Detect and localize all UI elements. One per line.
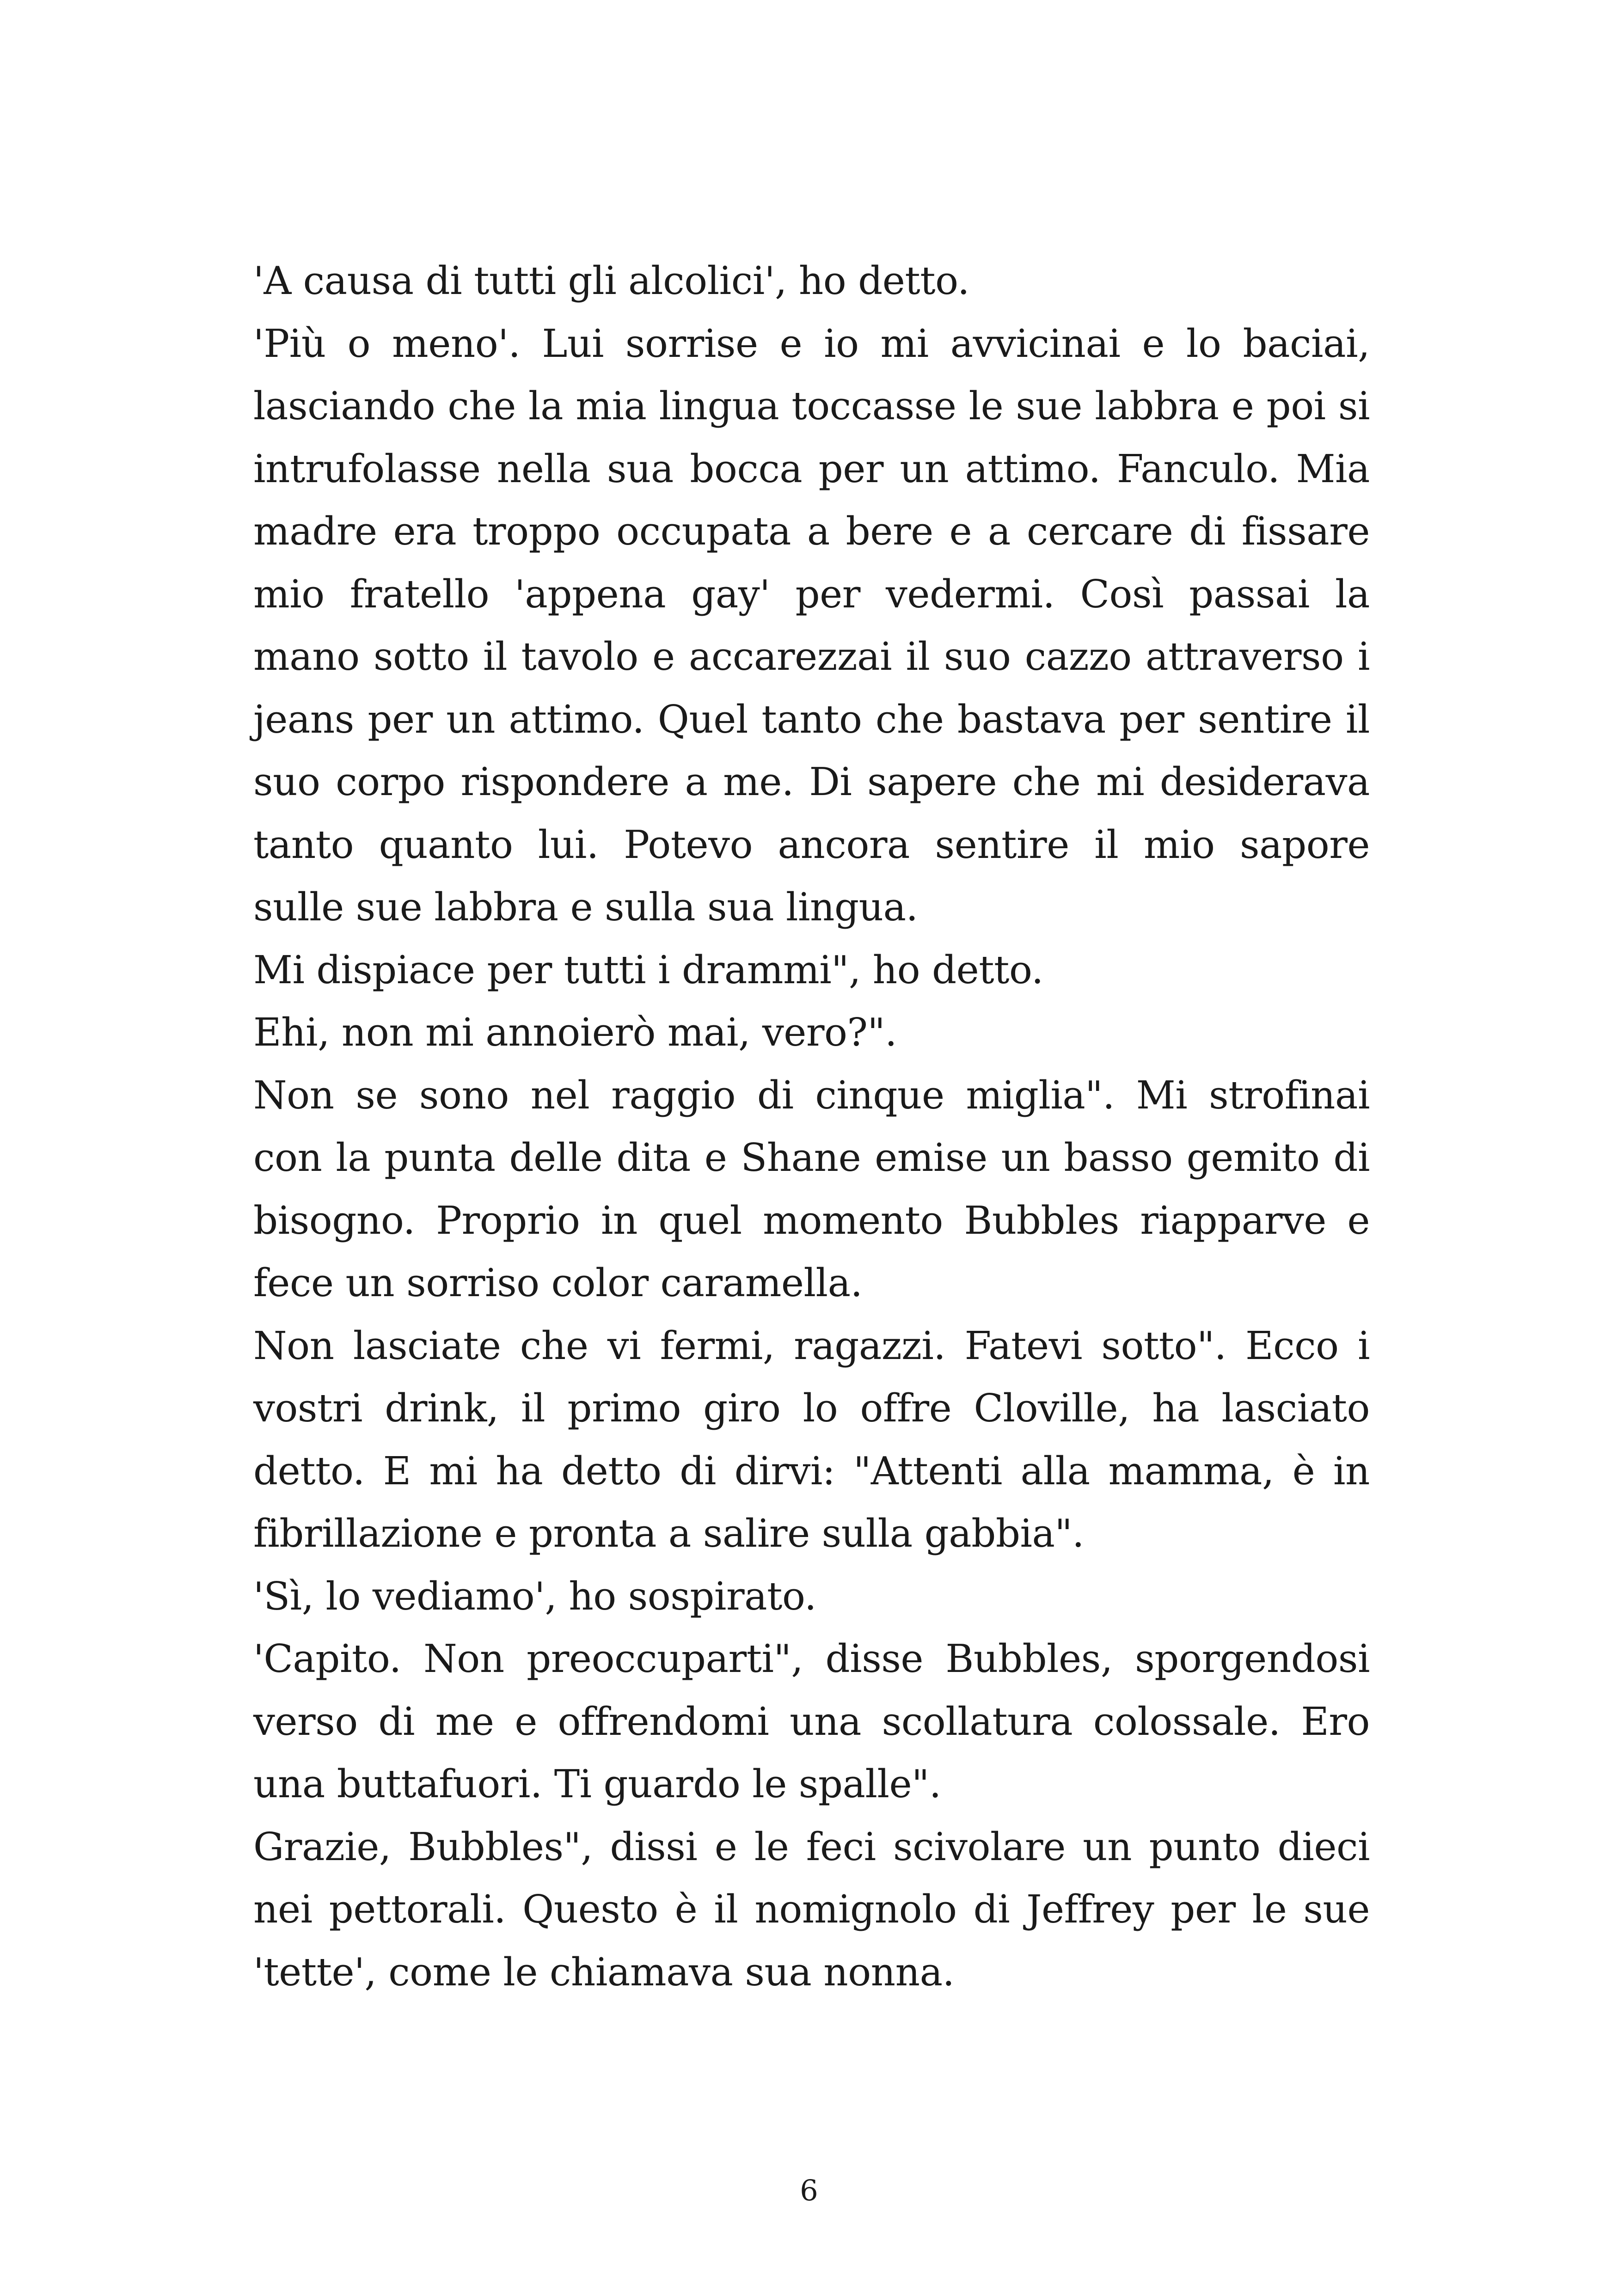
text-line: 'Capito. Non preoccuparti", disse Bubbles, sporgendosi: [253, 1636, 1370, 1681]
text-line: mio fratello 'appena gay' per vedermi. Così passai la: [253, 571, 1370, 617]
body-text: [253, 250, 1370, 2003]
text-line: mano sotto il tavolo e accarezzai il suo cazzo attraverso i: [253, 634, 1370, 679]
text-line: nei pettorali. Questo è il nomignolo di Jeffrey per le sue: [253, 1887, 1370, 1932]
text-line: detto. E mi ha detto di dirvi: "Attenti alla mamma, è in: [253, 1448, 1370, 1494]
text-line: sulle sue labbra e sulla sua lingua.: [253, 885, 918, 930]
text-line: madre era troppo occupata a bere e a cercare di fissare: [253, 509, 1370, 554]
text-line: Non lasciate che vi fermi, ragazzi. Fatevi sotto". Ecco i: [253, 1323, 1370, 1368]
text-line: 'A causa di tutti gli alcolici', ho detto.: [253, 258, 969, 303]
text-line: fibrillazione e pronta a salire sulla gabbia".: [253, 1511, 1085, 1556]
text-line: Ehi, non mi annoierò mai, vero?".: [253, 1010, 897, 1055]
text-line: verso di me e offrendomi una scollatura colossale. Ero: [253, 1699, 1370, 1744]
text-line: fece un sorriso color caramella.: [253, 1261, 863, 1305]
text-line: suo corpo rispondere a me. Di sapere che mi desiderava: [253, 759, 1370, 804]
text-line: vostri drink, il primo giro lo offre Cloville, ha lasciato: [253, 1386, 1370, 1431]
text-line: 'tette', come le chiamava sua nonna.: [253, 1949, 955, 1995]
text-line: tanto quanto lui. Potevo ancora sentire il mio sapore: [253, 822, 1370, 867]
text-line: jeans per un attimo. Quel tanto che bastava per sentire il: [253, 697, 1370, 742]
text-line: intrufolasse nella sua bocca per un attimo. Fanculo. Mia: [253, 446, 1370, 491]
text-line: lasciando che la mia lingua toccasse le sue labbra e poi si: [253, 384, 1370, 429]
text-line: Non se sono nel raggio di cinque miglia". Mi strofinai: [253, 1072, 1370, 1118]
text-line: 'Più o meno'. Lui sorrise e io mi avvicinai e lo baciai,: [253, 321, 1370, 366]
text-line: 'Sì, lo vediamo', ho sospirato.: [253, 1574, 816, 1619]
page-number: 6: [800, 2174, 818, 2207]
text-line: Mi dispiace per tutti i drammi", ho detto.: [253, 947, 1043, 992]
text-line: una buttafuori. Ti guardo le spalle".: [253, 1762, 941, 1806]
text-line: Grazie, Bubbles", dissi e le feci scivolare un punto dieci: [253, 1824, 1370, 1869]
text-line: bisogno. Proprio in quel momento Bubbles riapparve e: [253, 1198, 1370, 1243]
text-line: con la punta delle dita e Shane emise un basso gemito di: [253, 1135, 1370, 1180]
